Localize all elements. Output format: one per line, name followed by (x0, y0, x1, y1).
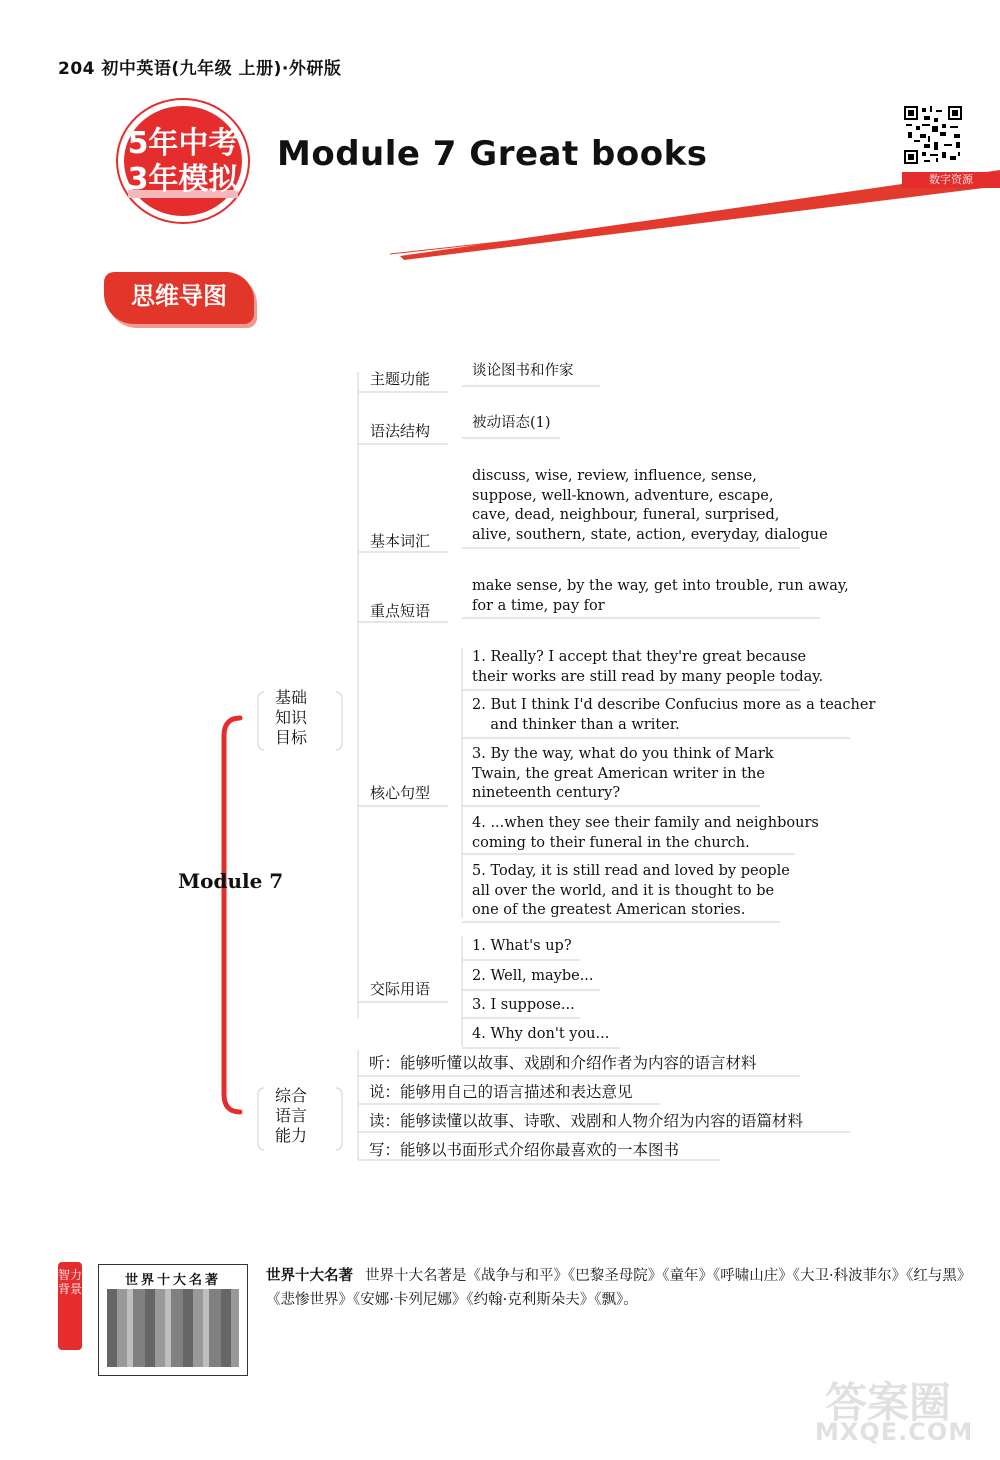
vocabulary-list (472, 467, 828, 545)
background-knowledge-tab: 智力背景 (58, 1262, 82, 1350)
book-cover-image (98, 1264, 248, 1376)
sentence-line: and thinker than a writer. (472, 716, 680, 733)
category-grammar: 语法结构 (370, 422, 431, 440)
vocabulary-line: cave, dead, neighbour, funeral, surprised, (472, 507, 780, 523)
sentence-item-3 (472, 745, 774, 804)
phrases-line: make sense, by the way, get into trouble, run away, (472, 578, 849, 594)
skill-listening: 听：能够听懂以故事、戏剧和介绍作者为内容的语言材料 (369, 1054, 757, 1072)
vocabulary-line: discuss, wise, review, influence, sense, (472, 468, 757, 484)
grammar-item: 被动语态(1) (472, 415, 551, 431)
vocabulary-line: suppose, well-known, adventure, escape, (472, 487, 774, 504)
expression-item: 3. I suppose... (472, 997, 575, 1013)
watermark-line-1: 答案圈 (825, 1378, 952, 1427)
sentence-line: coming to their funeral in the church. (472, 834, 750, 851)
vocabulary-line: alive, southern, state, action, everyday, dialogue (472, 526, 828, 543)
book-cover-title: 世界十大名著 (124, 1273, 221, 1288)
sentence-line: nineteenth century? (472, 785, 621, 801)
logo-line-1: 5年中考 (127, 126, 239, 161)
sentence-line: 1. Really? I accept that they're great because (472, 649, 807, 665)
background-fact-heading: 世界十大名著 (266, 1267, 353, 1284)
digital-resource-tag: 数字资源 (902, 172, 1000, 188)
category-phrases: 重点短语 (370, 602, 431, 620)
sentence-line: Twain, the great American writer in the (472, 765, 765, 782)
category-vocabulary: 基本词汇 (370, 532, 431, 550)
expression-item: 2. Well, maybe... (472, 968, 594, 984)
sentence-item-5 (472, 862, 790, 921)
page-header: 204 初中英语(九年级 上册)·外研版 (58, 59, 342, 79)
phrases-list (472, 577, 849, 616)
skill-speaking: 说：能够用自己的语言描述和表达意见 (369, 1083, 633, 1101)
group-language-skills: 综合语言能力 (274, 1086, 307, 1145)
theme-item: 谈论图书和作家 (472, 363, 574, 379)
watermark-line-2: MXQE.COM (815, 1418, 974, 1446)
category-expressions: 交际用语 (370, 980, 431, 998)
expression-item: 1. What's up? (472, 938, 572, 954)
sentence-line: 5. Today, it is still read and loved by people (472, 863, 790, 879)
book-cover-photo (107, 1289, 239, 1367)
group-basic-knowledge: 基础知识目标 (274, 688, 307, 747)
mind-map-root: Module 7 (178, 869, 284, 893)
sentence-item-1 (472, 648, 823, 687)
background-fact-body: 世界十大名著是《战争与和平》《巴黎圣母院》《童年》《呼啸山庄》《大卫·科波菲尔》《红与黑》《悲惨世界》《安娜·卡列尼娜》《约翰·克利斯朵夫》《飘》。 (266, 1268, 965, 1308)
root-bracket (224, 718, 240, 1112)
sentence-line: 3. By the way, what do you think of Mark (472, 746, 774, 762)
sentence-line: all over the world, and it is thought to be (472, 882, 775, 899)
mind-map-section-tag: 思维导图 (104, 272, 254, 324)
site-watermark (815, 1370, 995, 1448)
sentence-line: 2. But I think I'd describe Confucius more as a teacher (472, 697, 876, 713)
category-theme: 主题功能 (370, 370, 431, 388)
sentence-item-4 (472, 814, 819, 853)
background-fact (266, 1264, 966, 1312)
logo-line-2: 3年模拟 (127, 162, 239, 197)
sentence-item-2 (472, 696, 875, 735)
module-title: Module 7 Great books (277, 134, 708, 174)
category-sentences: 核心句型 (370, 784, 431, 802)
phrases-line: for a time, pay for (472, 597, 605, 614)
sentence-line: their works are still read by many people today. (472, 668, 824, 685)
skill-writing: 写：能够以书面形式介绍你最喜欢的一本图书 (369, 1141, 680, 1159)
skill-reading: 读：能够读懂以故事、诗歌、戏剧和人物介绍为内容的语篇材料 (369, 1112, 804, 1130)
sentence-line: one of the greatest American stories. (472, 902, 746, 918)
sentence-line: 4. ...when they see their family and neighbours (472, 815, 819, 831)
expression-item: 4. Why don't you... (472, 1026, 610, 1042)
